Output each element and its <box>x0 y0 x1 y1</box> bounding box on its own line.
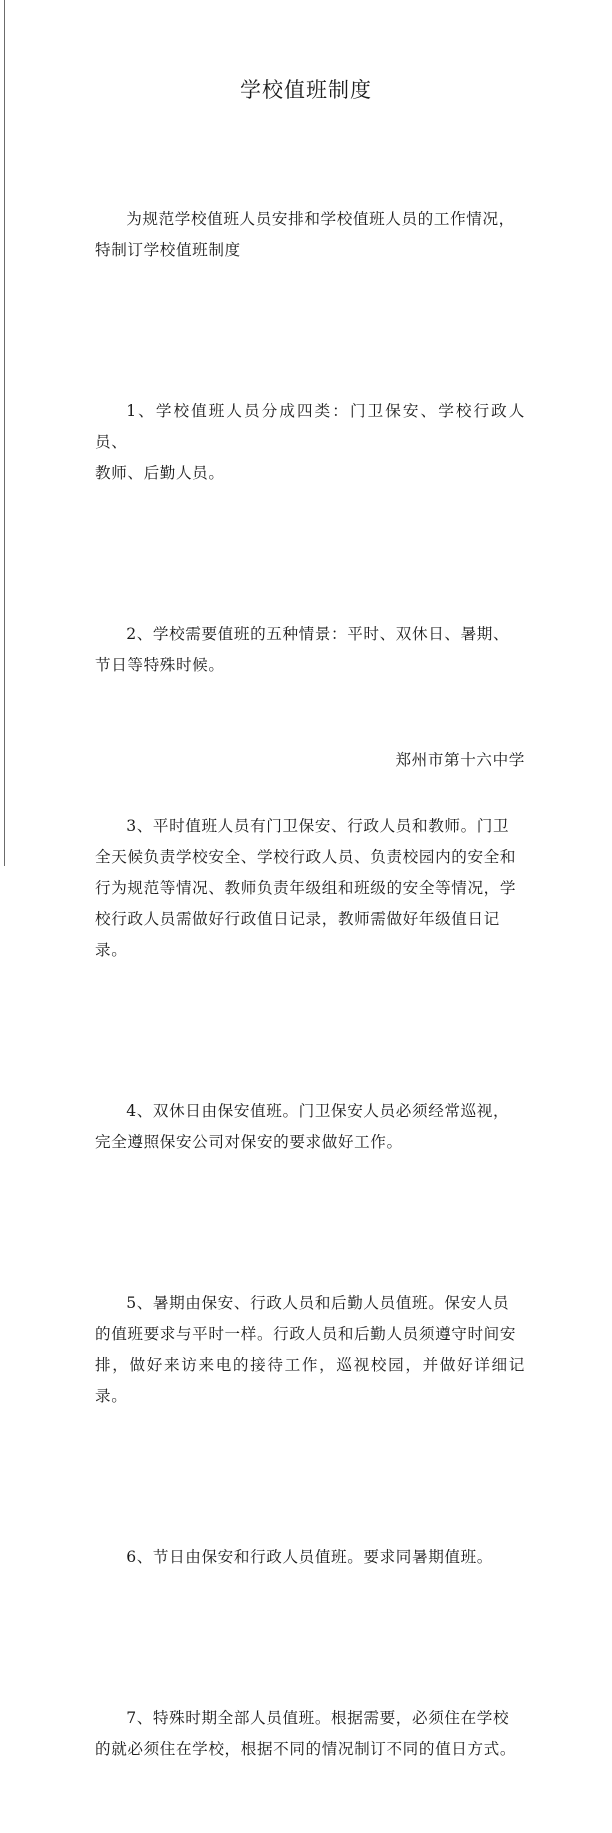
paragraph-item-2 <box>95 557 525 743</box>
paragraph-intro <box>95 142 525 328</box>
paragraph-line: 为规范学校值班人员安排和学校值班人员的工作情况， <box>126 210 515 228</box>
paragraph-line: 校行政人员需做好行政值日记录，教师需做好年级值日记 <box>95 910 500 928</box>
paragraph-line: 录。 <box>95 941 128 959</box>
paragraph-line: 1、学校值班人员分成四类：门卫保安、学校行政人员、 <box>95 402 525 451</box>
paragraph-item-7 <box>95 1641 525 1827</box>
paragraph-line: 全天候负责学校安全、学校行政人员、负责校园内的安全和 <box>95 848 517 866</box>
scan-edge-line <box>4 0 5 866</box>
paragraph-line: 3、平时值班人员有门卫保安、行政人员和教师。门卫 <box>126 817 510 835</box>
paragraph-line: 排，做好来访来电的接待工作，巡视校园，并做好详细记录。 <box>95 1356 525 1405</box>
paragraph-line: 4、双休日由保安值班。门卫保安人员必须经常巡视， <box>126 1102 510 1120</box>
paragraph-line: 7、特殊时期全部人员值班。根据需要，必须住在学校 <box>126 1709 510 1727</box>
paragraph-line: 节日等特殊时候。 <box>95 656 225 674</box>
paragraph-line: 完全遵照保安公司对保安的要求做好工作。 <box>95 1133 403 1151</box>
paragraph-line: 2、学校需要值班的五种情景：平时、双休日、暑期、 <box>126 625 510 643</box>
paragraph-line: 的值班要求与平时一样。行政人员和后勤人员须遵守时间安 <box>95 1325 517 1343</box>
paragraph-line: 5、暑期由保安、行政人员和后勤人员值班。保安人员 <box>126 1294 510 1312</box>
paragraph-line: 的就必须住在学校，根据不同的情况制订不同的值日方式。 <box>95 1740 517 1758</box>
paragraph-item-3 <box>95 749 525 1028</box>
paragraph-line: 行为规范等情况、教师负责年级组和班级的安全等情况，学 <box>95 879 517 897</box>
document-body <box>95 142 525 1833</box>
paragraph-item-5 <box>95 1226 525 1474</box>
paragraph-item-4 <box>95 1034 525 1220</box>
paragraph-line: 6、节日由保安和行政人员值班。要求同暑期值班。 <box>126 1548 493 1566</box>
document-title: 学校值班制度 <box>240 78 372 102</box>
paragraph-item-1 <box>95 334 525 551</box>
paragraph-line: 特制订学校值班制度 <box>95 241 241 259</box>
signature-organization: 郑州市第十六中学 <box>395 751 525 769</box>
paragraph-line: 教师、后勤人员。 <box>95 464 225 482</box>
paragraph-item-6 <box>95 1480 525 1635</box>
